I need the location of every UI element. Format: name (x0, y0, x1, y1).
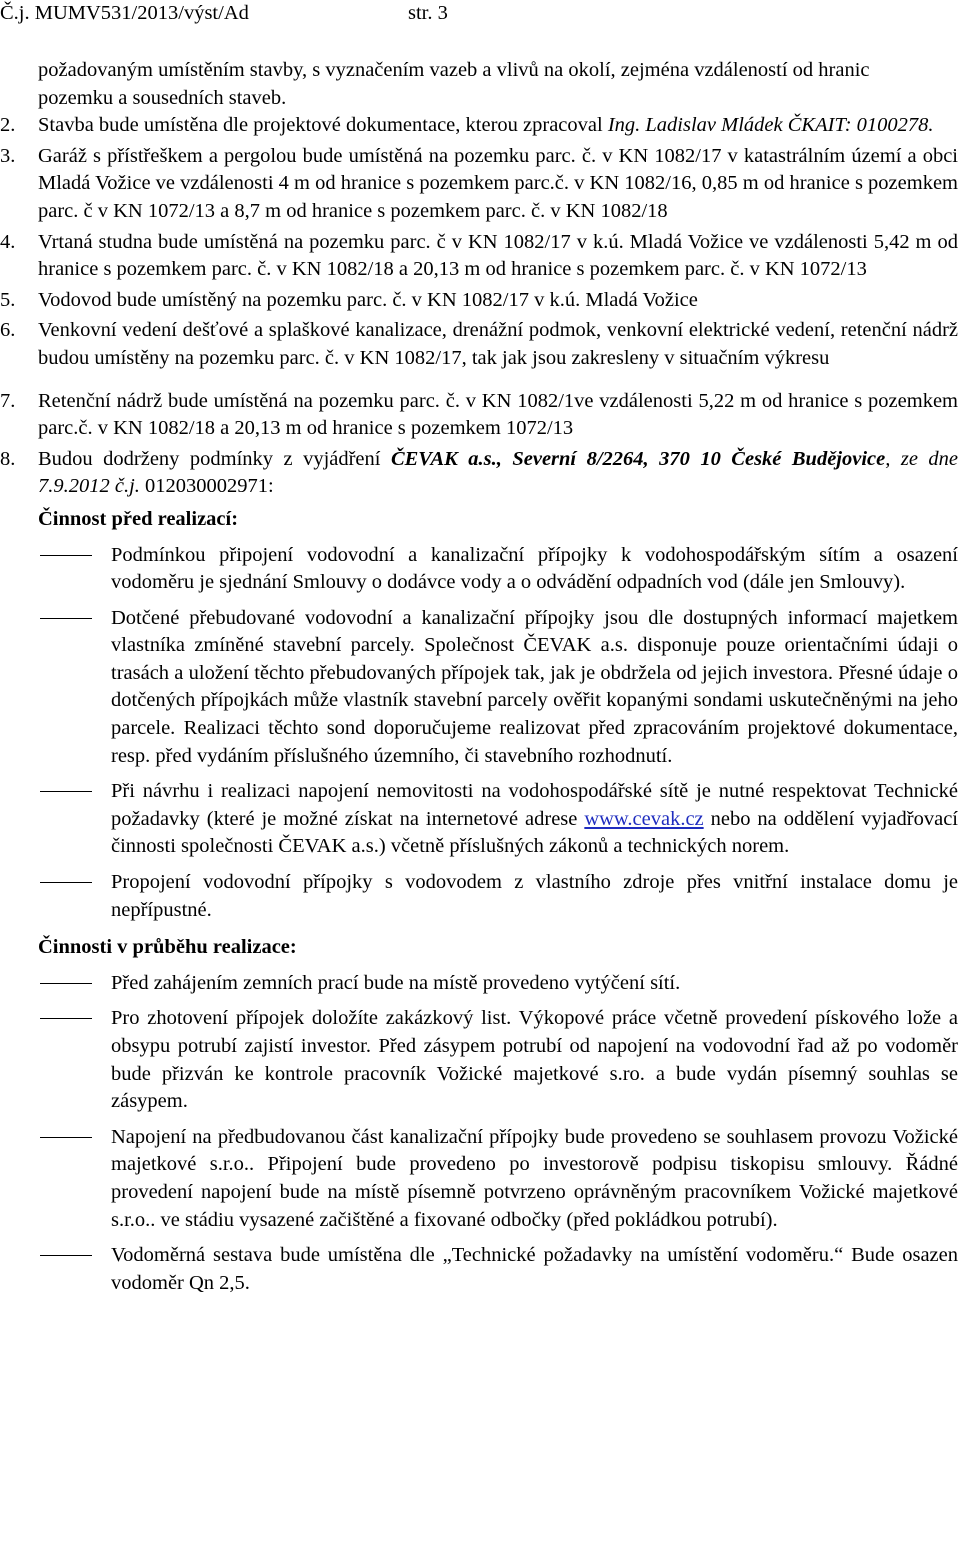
page-number: str. 3 (408, 2, 448, 24)
document-body (0, 57, 960, 1305)
bullet-item (0, 869, 960, 924)
dash-bullet-icon (40, 1018, 92, 1019)
dash-bullet-icon (40, 983, 92, 984)
statement-number: 012030002971: (145, 475, 274, 498)
bullet-text: Dotčené přebudované vodovodní a kanalizační přípojky jsou dle dostupných informací majetkem vlastníka zmíněné stavební parcely. Společnost ČEVAK a.s. disponuje pouze orientačními údaji o trasách a uložení těchto přebudovaných přípojek tak, jak je obdržela od jejich investora. Přesné údaje o dotčených přípojkách může vlastník stavební parcely ověřit kopanými sondami uskutečněnými na jeho parcele. Realizaci těchto sond doporučujeme realizovat před zpracováním projektové dokumentace, resp. před vydáním příslušného územního, či stavebního rozhodnutí. (111, 606, 958, 767)
bullet-text-continued: nebo na oddělení vyjadřovací činnosti společnosti ČEVAK a.s.) včetně příslušných zákonů a technických norem. (111, 807, 958, 858)
bullet-text: Podmínkou připojení vodovodní a kanalizační přípojky k vodohospodářským sítím a osazení vodoměru je sjednání Smlouvy o dodávce vody a o odvádění odpadních vod (dále jen Smlouvy). (111, 543, 958, 594)
bullet-item (0, 1242, 960, 1297)
intro-paragraph: požadovaným umístěním stavby, s vyznačením vazeb a vlivů na okolí, zejména vzdáleností od hranic pozemku a sousedních staveb. (38, 59, 870, 109)
dash-bullet-icon (40, 618, 92, 619)
list-item-8 (0, 446, 960, 501)
reference-number: Č.j. MUMV531/2013/výst/Ad (0, 2, 249, 24)
item-text: Vrtaná studna bude umístěná na pozemku parc. č v KN 1082/17 v k.ú. Mladá Vožice ve vzdálenosti 5,42 m od hranice s pozemkem parc. č. v KN 1082/18 a 20,13 m od hranice s pozemkem parc. č. v KN 1072/13 (38, 230, 958, 281)
dash-bullet-icon (40, 555, 92, 556)
bullet-item (0, 1005, 960, 1115)
bullet-text: Při návrhu i realizaci napojení nemovitosti na vodohospodářské sítě je nutné respektovat Technické požadavky (které je možné získat na internetové adrese (111, 780, 958, 830)
bullet-item (0, 778, 960, 861)
bullet-item (0, 1124, 960, 1234)
item-text: Stavba bude umístěna dle projektové dokumentace, kterou zpracoval (38, 114, 608, 137)
organization-name: ČEVAK a.s., Severní 8/2264, 370 10 České Budějovice (390, 447, 886, 470)
dash-bullet-icon (40, 1255, 92, 1256)
author-name: Ing. Ladislav Mládek ČKAIT: 0100278. (607, 114, 934, 137)
bullet-text: Pro zhotovení přípojek doložíte zakázkový list. Výkopové práce včetně provedení pískového lože a obsypu potrubí zajistí investor. Před zásypem potrubí od napojení na vodovodní řad až po vodoměr bude přizván ke kontrole pracovník Vožické majetkové s.ro. a bude vydán písemný souhlas se zásypem. (111, 1007, 958, 1113)
item-number: 8. (0, 447, 16, 470)
bullet-text: Propojení vodovodní přípojky s vodovodem z vlastního zdroje přes vnitřní instalace domu je nepřípustné. (111, 871, 958, 921)
item-number: 5. (0, 288, 16, 311)
item-text: Vodovod bude umístěný na pozemku parc. č. v KN 1082/17 v k.ú. Mladá Vožice (38, 288, 698, 311)
list-item-2 (0, 112, 960, 140)
bullet-item (0, 605, 960, 771)
item-text: Budou dodrženy podmínky z vyjádření (38, 447, 391, 470)
list-item-7 (0, 388, 960, 443)
bullet-item (0, 970, 960, 998)
bullet-text: Před zahájením zemních prací bude na místě provedeno vytýčení sítí. (111, 971, 681, 994)
item-number: 4. (0, 230, 16, 253)
section-heading-before-realization: Činnost před realizací: (38, 507, 239, 530)
item-number: 7. (0, 389, 16, 412)
bullet-item (0, 542, 960, 597)
list-item-6 (0, 317, 960, 372)
dash-bullet-icon (40, 1137, 92, 1138)
item-number: 2. (0, 114, 16, 137)
item-text: Retenční nádrž bude umístěná na pozemku parc. č. v KN 1082/1ve vzdálenosti 5,22 m od hranice s pozemkem parc.č. v KN 1082/18 a 20,13 m od hranice s pozemkem 1072/13 (38, 389, 958, 440)
item-number: 3. (0, 144, 16, 167)
cevak-website-link[interactable]: www.cevak.cz (584, 807, 704, 830)
item-number: 6. (0, 319, 16, 342)
list-item-3 (0, 143, 960, 226)
item-text: Venkovní vedení dešťové a splaškové kanalizace, drenážní podmok, venkovní elektrické vedení, retenční nádrž budou umístěny na pozemku parc. č. v KN 1082/17, tak jak jsou zakresleny v situačním výkresu (38, 319, 958, 369)
list-item-5 (0, 287, 960, 315)
dash-bullet-icon (40, 791, 92, 792)
bullet-text: Napojení na předbudovanou část kanalizační přípojky bude provedeno se souhlasem provozu Vožické majetkové s.r.o.. Připojení bude provedeno po investorově podpisu tiskopisu smlouvy. Řádné provedení napojení bude na místě písemně potvrzeno oprávněným pracovníkem Vožické majetkové s.r.o.. ve stádiu vysazené začištěné a fixované odbočky (před pokládkou potrubí). (111, 1125, 958, 1231)
statement-date: , ze dne 7.9.2012 č.j. (38, 447, 958, 498)
item-text: Garáž s přístřeškem a pergolou bude umístěná na pozemku parc. č. v KN 1082/17 v katastrálním území a obci Mladá Vožice ve vzdálenosti 4 m od hranice s pozemkem parc.č. v KN 1082/16, 0,85 m od hranice s pozemkem parc. č v KN 1072/13 a 8,7 m od hranice s pozemkem parc. č. v KN 1082/18 (38, 144, 958, 222)
page-header (0, 0, 960, 26)
list-item-4 (0, 229, 960, 284)
section-heading-during-realization: Činnosti v průběhu realizace: (38, 936, 297, 959)
bullet-text: Vodoměrná sestava bude umístěna dle „Technické požadavky na umístění vodoměru.“ Bude osazen vodoměr Qn 2,5. (111, 1244, 958, 1294)
dash-bullet-icon (40, 882, 92, 883)
